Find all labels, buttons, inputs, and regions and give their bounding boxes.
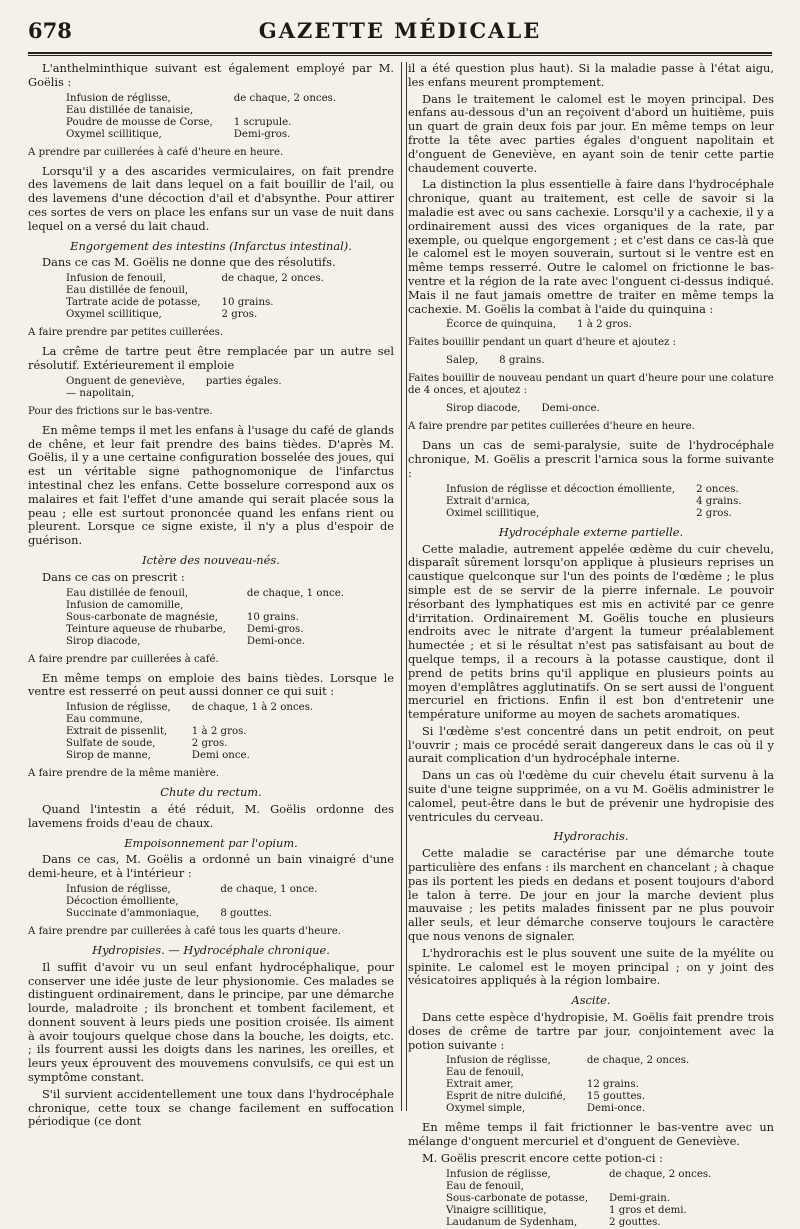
prescription-table <box>446 319 635 331</box>
prescription-row <box>66 702 316 714</box>
ingredient: Sirop diacode, <box>66 635 141 647</box>
ingredient: Salep, <box>446 355 479 367</box>
dose: 15 gouttes. <box>586 1091 645 1103</box>
dose: de chaque, 1 once. <box>246 587 345 599</box>
prescription-row <box>446 1079 692 1091</box>
prescription-row <box>66 908 320 920</box>
ingredient: Extrait de pissenlit, <box>66 726 168 738</box>
ingredient: Sous-carbonate de potasse, <box>446 1192 588 1204</box>
prescription-note: A faire prendre de la même manière. <box>28 768 220 780</box>
ingredient: Vinaigre scillitique, <box>446 1204 547 1216</box>
prescription-row <box>446 1055 692 1067</box>
ingredient: Sulfate de soude, <box>66 738 156 750</box>
dose: 1 à 2 gros. <box>577 319 632 331</box>
prescription-note: A faire prendre par cuillerées à café. <box>28 653 219 665</box>
paragraph: M. Goëlis prescrit encore cette potion-ci : <box>422 1151 663 1166</box>
prescription-row <box>66 309 327 321</box>
prescription-row <box>446 508 745 520</box>
paragraph: La distinction la plus essentielle à faire dans l'hydrocéphale chronique, quant au traitement, est celle de savoir si la maladie est avec ou sans cachexie. Lorsqu'il y a cachexie, il y a ordinairement aussi des vices organiques de la rate, par exemple, ou quelque engorgement ; et c'est dans ce cas-là que le calomel est le moyen souverain, surtout si le ventre est en même temps resserré. Outre le calomel on frictionne le bas-ventre et la région de la rate avec l'onguent ci-dessus indiqué. Mais il ne faut jamais omettre de traiter en même temps la cachexie. M. Goëlis la combat à l'aide du quinquina : <box>408 177 774 316</box>
ingredient: Oxymel simple, <box>446 1103 526 1115</box>
prescription-table <box>66 702 316 762</box>
section-heading: Chute du rectum. <box>160 785 262 800</box>
prescription-row <box>66 376 285 388</box>
page-number: 678 <box>28 18 72 43</box>
prescription-table <box>66 376 285 400</box>
prescription-row <box>66 600 347 612</box>
dose: 2 gros. <box>696 507 732 519</box>
prescription <box>28 884 394 920</box>
dose: de chaque, 1 once. <box>220 883 318 895</box>
dose: 1 gros et demi. <box>608 1204 687 1216</box>
prescription-note: Faites bouillir de nouveau pendant un quart d'heure pour une colature de 4 onces, et ajoutez : <box>408 373 774 397</box>
prescription-row <box>66 896 320 908</box>
paragraph: S'il survient accidentellement une toux dans l'hydrocéphale chronique, cette toux se change facilement en suffocation périodique (ce dont <box>28 1086 394 1129</box>
prescription-row <box>446 355 548 367</box>
prescription-row <box>446 484 745 496</box>
prescription-note: Pour des frictions sur le bas-ventre. <box>28 405 213 417</box>
prescription-row <box>66 714 316 726</box>
prescription-row <box>446 1217 714 1229</box>
prescription-table <box>66 93 339 141</box>
dose: 2 gros. <box>191 738 228 750</box>
prescription-row <box>66 105 339 117</box>
dose: Demi-once. <box>246 635 306 647</box>
prescription <box>28 588 394 648</box>
ingredient: Infusion de fenouil, <box>66 273 166 285</box>
ingredient: Infusion de réglisse, <box>446 1055 551 1067</box>
ingredient: Infusion de réglisse, <box>66 702 171 714</box>
dose <box>204 285 327 297</box>
ingredient: Infusion de réglisse, <box>446 1168 551 1180</box>
prescription-row <box>446 403 603 415</box>
ingredient: Eau distillée de fenouil, <box>66 587 189 599</box>
paragraph: L'hydrorachis est le plus souvent une suite de la myélite ou spinite. Le calomel est le moyen principal ; on y joint des vésicatoires appliqués à la région lombaire. <box>408 945 774 988</box>
dose: Demi-once. <box>541 403 600 415</box>
left-column <box>28 61 394 1129</box>
dose: 2 gouttes. <box>608 1216 661 1228</box>
prescription <box>28 93 394 141</box>
ingredient: Esprit de nitre dulcifié, <box>446 1091 566 1103</box>
prescription-row <box>446 1205 714 1217</box>
prescription <box>408 403 774 415</box>
right-column <box>408 61 774 1228</box>
prescription <box>28 376 394 400</box>
prescription-note: A faire prendre par petites cuillerées. <box>28 327 224 339</box>
prescription-row <box>446 1067 692 1079</box>
ingredient: Infusion de réglisse, <box>66 883 171 895</box>
prescription-row <box>446 1193 714 1205</box>
dose <box>569 1067 692 1079</box>
dose <box>202 896 320 908</box>
ingredient: Tartrate acide de potasse, <box>66 297 201 309</box>
ingredient: Sirop diacode, <box>446 403 521 415</box>
paragraph: Si l'œdème s'est concentré dans un petit endroit, on peut l'ouvrir ; mais ce procédé serait dangereux dans le cas où il y aurait complication d'un hydrocéphale interne. <box>408 723 774 766</box>
paragraph: Cette maladie se caractérise par une démarche toute particulière des enfans : ils marchent en chancelant ; à chaque pas ils portent les pieds en dedans et posent toujours d'abord le talon à terre. De jour en jour la marche devient plus mauvaise ; les petits malades finissent par ne plus pouvoir aller seuls, et leur démarche conserve toujours le caractère que nous venons de signaler. <box>408 846 774 944</box>
paragraph: La crême de tartre peut être remplacée par un autre sel résolutif. Extérieurement il emploie <box>28 344 394 372</box>
ingredient: Eau distillée de fenouil, <box>66 285 189 297</box>
paragraph: En même temps il met les enfans à l'usage du café de glands de chêne, et leur fait prendre des bains tièdes. D'après M. Goëlis, il y a une certaine configuration bosselée des joues, qui est un véritable signe pathognomonique de l'infarctus intestinal chez les enfans. Cette bosselure correspond aux os malaires et fait l'effet d'une amande qui serait placée sous la peau ; elle est surtout prononcée quand les enfans rient ou pleurent. Lorsque ce signe existe, il n'y a plus d'espoir de guérison. <box>28 422 394 548</box>
paragraph: En même temps on emploie des bains tièdes. Lorsque le ventre est resserré on peut aussi donner ce qui suit : <box>28 670 394 699</box>
ingredient: Onguent de geneviève, <box>66 375 185 387</box>
ingredient: Eau commune, <box>66 714 143 726</box>
dose: de chaque, 2 onces. <box>608 1168 712 1180</box>
ingredient: Poudre de mousse de Corse, <box>66 116 213 128</box>
prescription-row <box>66 726 316 738</box>
paragraph: Dans ce cas on prescrit : <box>42 569 185 584</box>
ingredient: Infusion de réglisse, <box>66 92 171 104</box>
dose: 1 à 2 gros. <box>191 726 247 738</box>
section-heading: Engorgement des intestins (Infarctus intestinal). <box>70 238 352 253</box>
dose: Demi-once. <box>586 1103 646 1115</box>
prescription-row <box>66 884 320 896</box>
prescription-note: Faites bouillir pendant un quart d'heure et ajoutez : <box>408 337 677 349</box>
paragraph: Cette maladie, autrement appelée œdème du cuir chevelu, disparaît sûrement lorsqu'on applique à plusieurs reprises un caustique quelconque sur l'un des points de l'œdème ; le plus simple est de se servir de la pierre infernale. Le pouvoir résorbant des lymphatiques est mis en activité par ce genre d'irritation. Ordinairement M. Goëlis touche en plusieurs endroits avec le nitrate d'argent la tumeur préalablement humectée ; et si le résultat n'est pas satisfaisant au bout de quelque temps, il a recours à la potasse caustique, dont il prend de petits brins qu'il applique en plusieurs points au moyen d'emplâtres agglutinatifs. On se sert aussi de l'onguent mercuriel en frictions. Enfin il est bon d'entretenir une température uniforme au moyen de sachets aromatiques. <box>408 541 774 722</box>
ingredient: Extrait d'arnica, <box>446 495 530 507</box>
prescription-table <box>66 273 327 321</box>
dose: Demi-grain. <box>608 1192 671 1204</box>
paragraph: il a été question plus haut). Si la maladie passe à l'état aigu, les enfans meurent promptement. <box>408 61 774 89</box>
dose: 10 grains. <box>221 297 274 309</box>
section-heading: Ictère des nouveau-nés. <box>142 552 280 567</box>
prescription-table <box>446 484 745 520</box>
header-rule <box>28 52 772 54</box>
dose: Demi-gros. <box>246 623 304 635</box>
dose: 12 grains. <box>586 1079 639 1091</box>
prescription-note: A faire prendre par cuillerées à café tous les quarts d'heure. <box>28 925 341 937</box>
dose: 8 gouttes. <box>220 907 272 919</box>
dose: de chaque, 1 à 2 onces. <box>191 702 314 714</box>
prescription-table <box>446 355 548 367</box>
prescription-row <box>66 117 339 129</box>
dose: 8 grains. <box>499 355 545 367</box>
dose: 2 gros. <box>221 309 258 321</box>
prescription-row <box>446 319 635 331</box>
ingredient: Teinture aqueuse de rhubarbe, <box>66 623 226 635</box>
prescription-row <box>446 1091 692 1103</box>
prescription-row <box>66 93 339 105</box>
ingredient: Infusion de camomille, <box>66 599 184 611</box>
prescription <box>408 319 774 331</box>
prescription <box>408 1055 774 1115</box>
ingredient: Sirop de manne, <box>66 750 151 762</box>
prescription-row <box>66 588 347 600</box>
page-title: GAZETTE MÉDICALE <box>258 18 542 43</box>
prescription <box>408 355 774 367</box>
prescription-note: A prendre par cuillerées à café d'heure en heure. <box>28 146 284 158</box>
paragraph: Dans ce cas, M. Goëlis a ordonné un bain vinaigré d'une demi-heure, et à l'intérieur : <box>28 852 394 881</box>
page-header <box>28 18 772 48</box>
ingredient: Oxymel scillitique, <box>66 309 162 321</box>
prescription <box>28 702 394 762</box>
prescription-table <box>66 588 347 648</box>
prescription-row <box>66 285 327 297</box>
ingredient: Infusion de réglisse et décoction émolliente, <box>446 483 676 495</box>
prescription-row <box>66 297 327 309</box>
prescription-row <box>66 612 347 624</box>
prescription-row <box>66 388 285 400</box>
prescription-row <box>446 1103 692 1115</box>
ingredient: Eau distillée de tanaisie, <box>66 104 194 116</box>
dose <box>188 388 285 400</box>
section-heading: Hydrocéphale externe partielle. <box>498 524 684 539</box>
ingredient: Succinate d'ammoniaque, <box>66 907 200 919</box>
dose <box>591 1181 714 1193</box>
prescription <box>408 1169 774 1229</box>
prescription <box>408 484 774 520</box>
prescription-table <box>446 1169 714 1229</box>
prescription-row <box>446 1181 714 1193</box>
dose: 2 onces. <box>696 483 739 495</box>
paragraph: Dans le traitement le calomel est le moyen principal. Des enfans au-dessous d'un an reçoivent d'abord un huitième, puis un quart de grain deux fois par jour. En même temps on leur frotte la tête avec parties égales d'onguent napolitain et d'onguent de Geneviève, en ayant soin de tenir cette partie chaudement couverte. <box>408 91 774 175</box>
dose: 4 grains. <box>696 495 742 507</box>
prescription-note: A faire prendre par petites cuillerées d'heure en heure. <box>408 421 695 433</box>
paragraph: Quand l'intestin a été réduit, M. Goëlis ordonne des lavemens froids d'eau de chaux. <box>28 801 394 830</box>
prescription-row <box>66 738 316 750</box>
prescription-table <box>66 884 320 920</box>
prescription <box>28 273 394 321</box>
section-heading: Empoisonnement par l'opium. <box>124 835 298 850</box>
dose: 1 scrupule. <box>233 116 292 128</box>
ingredient: Eau de fenouil, <box>446 1180 524 1192</box>
section-heading: Ascite. <box>571 993 611 1008</box>
prescription-row <box>66 129 339 141</box>
paragraph: Dans un cas de semi-paralysie, suite de l'hydrocéphale chronique, M. Goëlis a prescrit l'arnica sous la forme suivante : <box>408 438 774 480</box>
prescription-table <box>446 403 603 415</box>
header-rule-thin <box>28 55 772 56</box>
ingredient: Écorce de quinquina, <box>446 319 557 331</box>
dose: parties égales. <box>205 375 282 387</box>
paragraph: Dans un cas où l'œdème du cuir chevelu était survenu à la suite d'une teigne supprimée, on a vu M. Goëlis administrer le calomel, peut-être dans le but de prévenir une hydropisie des ventricules du cerveau. <box>408 768 774 824</box>
dose: 10 grains. <box>246 611 299 623</box>
prescription-row <box>66 636 347 648</box>
column-divider <box>401 62 407 1111</box>
dose: Demi once. <box>191 750 250 762</box>
ingredient: Oxymel scillitique, <box>66 128 162 140</box>
prescription-row <box>66 624 347 636</box>
ingredient: Oximel scillitique, <box>446 507 540 519</box>
ingredient: Extrait amer, <box>446 1079 514 1091</box>
ingredient: Décoction émolliente, <box>66 895 179 907</box>
section-heading: Hydrorachis. <box>553 829 629 844</box>
dose: de chaque, 2 onces. <box>586 1055 690 1067</box>
paragraph: Lorsqu'il y a des ascarides vermiculaires, on fait prendre des lavemens de lait dans lequel on a fait bouillir de l'ail, ou des lavemens d'une décoction d'ail et d'absynthe. Pour attirer ces sortes de vers on place les enfans sur un vase de nuit dans lequel on a versé du lait chaud. <box>28 163 394 233</box>
dose: Demi-gros. <box>233 128 291 140</box>
dose <box>216 105 339 117</box>
paragraph: Dans cette espèce d'hydropisie, M. Goëlis fait prendre trois doses de crême de tartre par jour, conjointement avec la potion suivante : <box>408 1010 774 1052</box>
dose <box>229 600 347 612</box>
paragraph: L'anthelminthique suivant est également employé par M. Goëlis : <box>28 61 394 89</box>
ingredient: Laudanum de Sydenham, <box>446 1216 578 1228</box>
paragraph: Il suffit d'avoir vu un seul enfant hydrocéphalique, pour conserver une idée juste de leur physionomie. Ces malades se distinguent ordinairement, dans le principe, par une démarche lourde, maladroite ; ils bronchent et tombent facilement, et donnent souvent à leurs pieds une position croisée. Ils aiment à avoir toujours quelque chose dans la bouche, les doigts, etc. ; ils fourrent aussi les doigts dans les narines, les oreilles, et leurs yeux éprouvent des mouvemens convulsifs, ce qui est un symptôme constant. <box>28 959 394 1085</box>
paragraph: Dans ce cas M. Goëlis ne donne que des résolutifs. <box>42 255 336 270</box>
prescription-row <box>446 496 745 508</box>
section-heading: Hydropisies. — Hydrocéphale chronique. <box>92 942 330 957</box>
ingredient: — napolitain, <box>66 387 135 399</box>
prescription-row <box>66 750 316 762</box>
dose: de chaque, 2 onces. <box>233 92 337 104</box>
prescription-row <box>446 1169 714 1181</box>
ingredient: Sous-carbonate de magnésie, <box>66 611 219 623</box>
dose: de chaque, 2 onces. <box>221 273 324 285</box>
dose <box>174 714 316 726</box>
prescription-row <box>66 273 327 285</box>
ingredient: Eau de fenouil, <box>446 1067 524 1079</box>
prescription-table <box>446 1055 692 1115</box>
paragraph: En même temps il fait frictionner le bas-ventre avec un mélange d'onguent mercuriel et d'onguent de Geneviève. <box>408 1120 774 1149</box>
